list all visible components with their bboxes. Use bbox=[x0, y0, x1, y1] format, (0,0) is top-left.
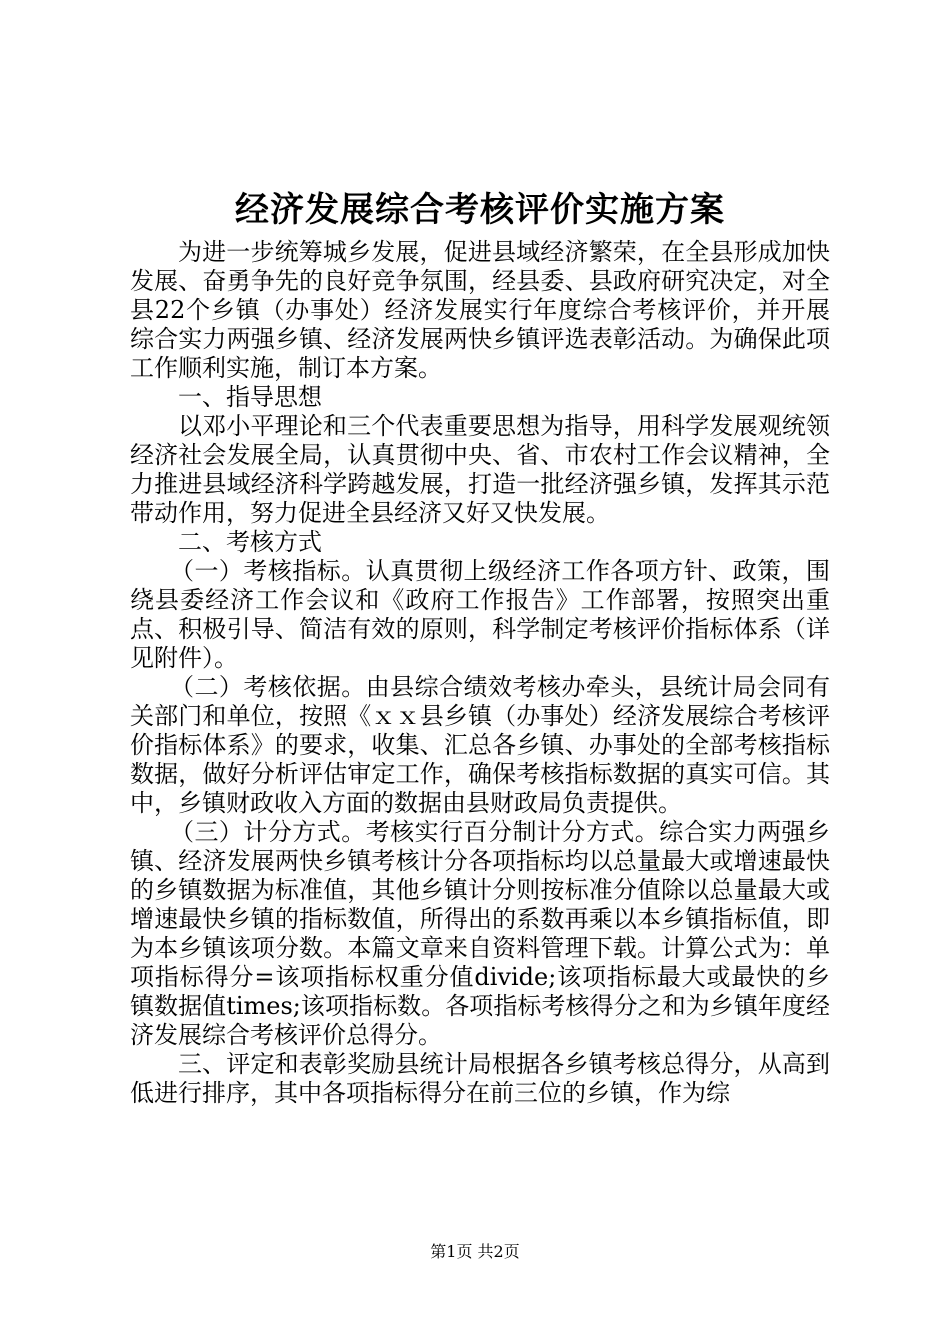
intro-paragraph: 为进一步统筹城乡发展，促进县域经济繁荣，在全县形成加快发展、奋勇争先的良好竞争氛围，经县委、县政府研究决定，对全县22个乡镇（办事处）经济发展实行年度综合考核评价，并开展综合实力两强乡镇、经济发展两快乡镇评选表彰活动。为确保此项工作顺利实施，制订本方案。 bbox=[130, 238, 830, 382]
assessment-indicators-paragraph: （一）考核指标。认真贯彻上级经济工作各项方针、政策，围绕县委经济工作会议和《政府工作报告》工作部署，按照突出重点、积极引导、简洁有效的原则，科学制定考核评价指标体系（详见附件）。 bbox=[130, 557, 830, 672]
assessment-basis-paragraph: （二）考核依据。由县综合绩效考核办牵头，县统计局会同有关部门和单位，按照《ｘｘ县乡镇（办事处）经济发展综合考核评价指标体系》的要求，收集、汇总各乡镇、办事处的全部考核指标数据，做好分析评估审定工作，确保考核指标数据的真实可信。其中，乡镇财政收入方面的数据由县财政局负责提供。 bbox=[130, 673, 830, 817]
evaluation-awards-paragraph: 三、评定和表彰奖励县统计局根据各乡镇考核总得分，从高到低进行排序，其中各项指标得分在前三位的乡镇，作为综 bbox=[130, 1050, 830, 1107]
document-body bbox=[130, 238, 830, 1108]
page-footer: 第1页 共2页 bbox=[430, 1242, 520, 1261]
guiding-ideology-paragraph: 以邓小平理论和三个代表重要思想为指导，用科学发展观统领经济社会发展全局，认真贯彻中央、省、市农村工作会议精神，全力推进县域经济科学跨越发展，打造一批经济强乡镇，发挥其示范带动作用，努力促进全县经济又好又快发展。 bbox=[130, 412, 830, 527]
document-title: 经济发展综合考核评价实施方案 bbox=[235, 190, 725, 230]
scoring-method-paragraph: （三）计分方式。考核实行百分制计分方式。综合实力两强乡镇、经济发展两快乡镇考核计分各项指标均以总量最大或增速最快的乡镇数据为标准值，其他乡镇计分则按标准分值除以总量最大或增速最快乡镇的指标数值，所得出的系数再乘以本乡镇指标值，即为本乡镇该项分数。本篇文章来自资料管理下载。计算公式为：单项指标得分=该项指标权重分值divide;该项指标最大或最快的乡镇数据值times;该项指标数。各项指标考核得分之和为乡镇年度经济发展综合考核评价总得分。 bbox=[130, 818, 830, 1049]
section-heading-assessment-method: 二、考核方式 bbox=[178, 528, 322, 556]
section-heading-guiding-ideology: 一、指导思想 bbox=[178, 383, 322, 411]
